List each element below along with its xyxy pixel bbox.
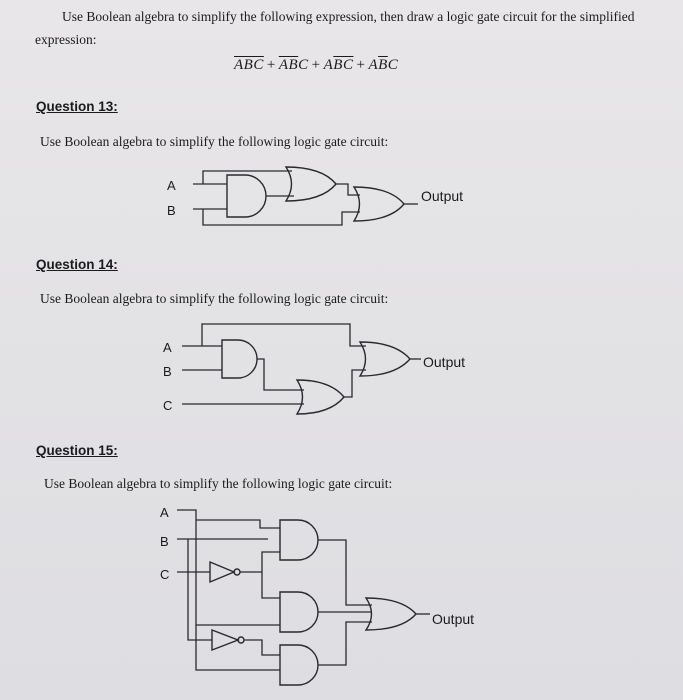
q13-output-label: Output — [421, 188, 464, 204]
q13-or-gate-2 — [354, 187, 404, 221]
expr-term-2: $\overline{AB}$ — [278, 57, 299, 73]
expr-plus-1: + — [266, 57, 276, 73]
expr-term-4-a: A — [368, 57, 379, 73]
intro-line-2: expression: — [35, 32, 97, 47]
q13-circuit — [193, 167, 418, 225]
q14-or-gate-final — [360, 342, 410, 376]
q15-and-gate-bottom — [280, 645, 318, 685]
expr-term-4-b: $\overline{B}$ — [378, 57, 388, 73]
q15-heading: Question 15: — [36, 443, 118, 458]
intro-line-1: Use Boolean algebra to simplify the following expression, then draw a logic gate circuit for the simplified — [62, 9, 635, 24]
q15-output-label: Output — [432, 611, 475, 627]
q13-wire-or-out — [336, 184, 360, 195]
q15-text: Use Boolean algebra to simplify the following logic gate circuit: — [44, 476, 393, 491]
q15-circuit — [177, 510, 430, 685]
q15-wire-a-top — [196, 520, 280, 528]
q14-input-c: C — [163, 398, 173, 413]
q13-input-a: A — [167, 178, 176, 193]
q15-or-gate — [366, 598, 416, 630]
q14-wire-or-out — [344, 370, 366, 397]
q14-text: Use Boolean algebra to simplify the following logic gate circuit: — [40, 291, 389, 306]
q13-wire-a-branch — [203, 171, 292, 184]
q14-wire-a-branch — [202, 324, 366, 346]
q14-circuit — [182, 324, 421, 414]
q15-wire-not1-out — [240, 552, 280, 572]
q13-heading: Question 13: — [36, 99, 118, 114]
expr-plus-3: + — [356, 57, 366, 73]
q15-and-gate-top — [280, 520, 318, 560]
q15-input-b: B — [160, 534, 169, 549]
q14-heading: Question 14: — [36, 257, 118, 272]
q14-wire-and-out — [257, 359, 304, 390]
q14-or-gate-low — [297, 380, 344, 414]
q15-wire-not1-down — [262, 572, 280, 598]
q15-input-a: A — [160, 505, 169, 520]
expr-term-3: $\overline{BC}$ — [333, 57, 354, 73]
expr-plus-2: + — [311, 57, 321, 73]
q15-wire-top-out — [318, 540, 372, 605]
expr-term-4-c: C — [387, 57, 399, 73]
q13-and-gate — [227, 175, 266, 217]
q15-not-gate-1 — [210, 562, 234, 582]
q14-input-b: B — [163, 364, 172, 379]
q14-and-gate — [222, 340, 257, 378]
expr-term-1: $\overline{ABC}$ — [234, 57, 264, 73]
q13-text: Use Boolean algebra to simplify the following logic gate circuit: — [40, 134, 389, 149]
q13-input-b: B — [167, 203, 176, 218]
q14-input-a: A — [163, 340, 172, 355]
q15-input-c: C — [160, 567, 170, 582]
expr-term-2-c: C — [298, 57, 309, 73]
q15-and-gate-mid — [280, 592, 318, 632]
q15-wire-bot-out — [318, 622, 372, 665]
q15-not-gate-2 — [212, 630, 238, 650]
q14-output-label: Output — [423, 354, 466, 370]
q15-wire-a — [177, 510, 280, 670]
expr-term-3-a: A — [323, 57, 334, 73]
q15-wire-not2-out — [244, 640, 280, 655]
